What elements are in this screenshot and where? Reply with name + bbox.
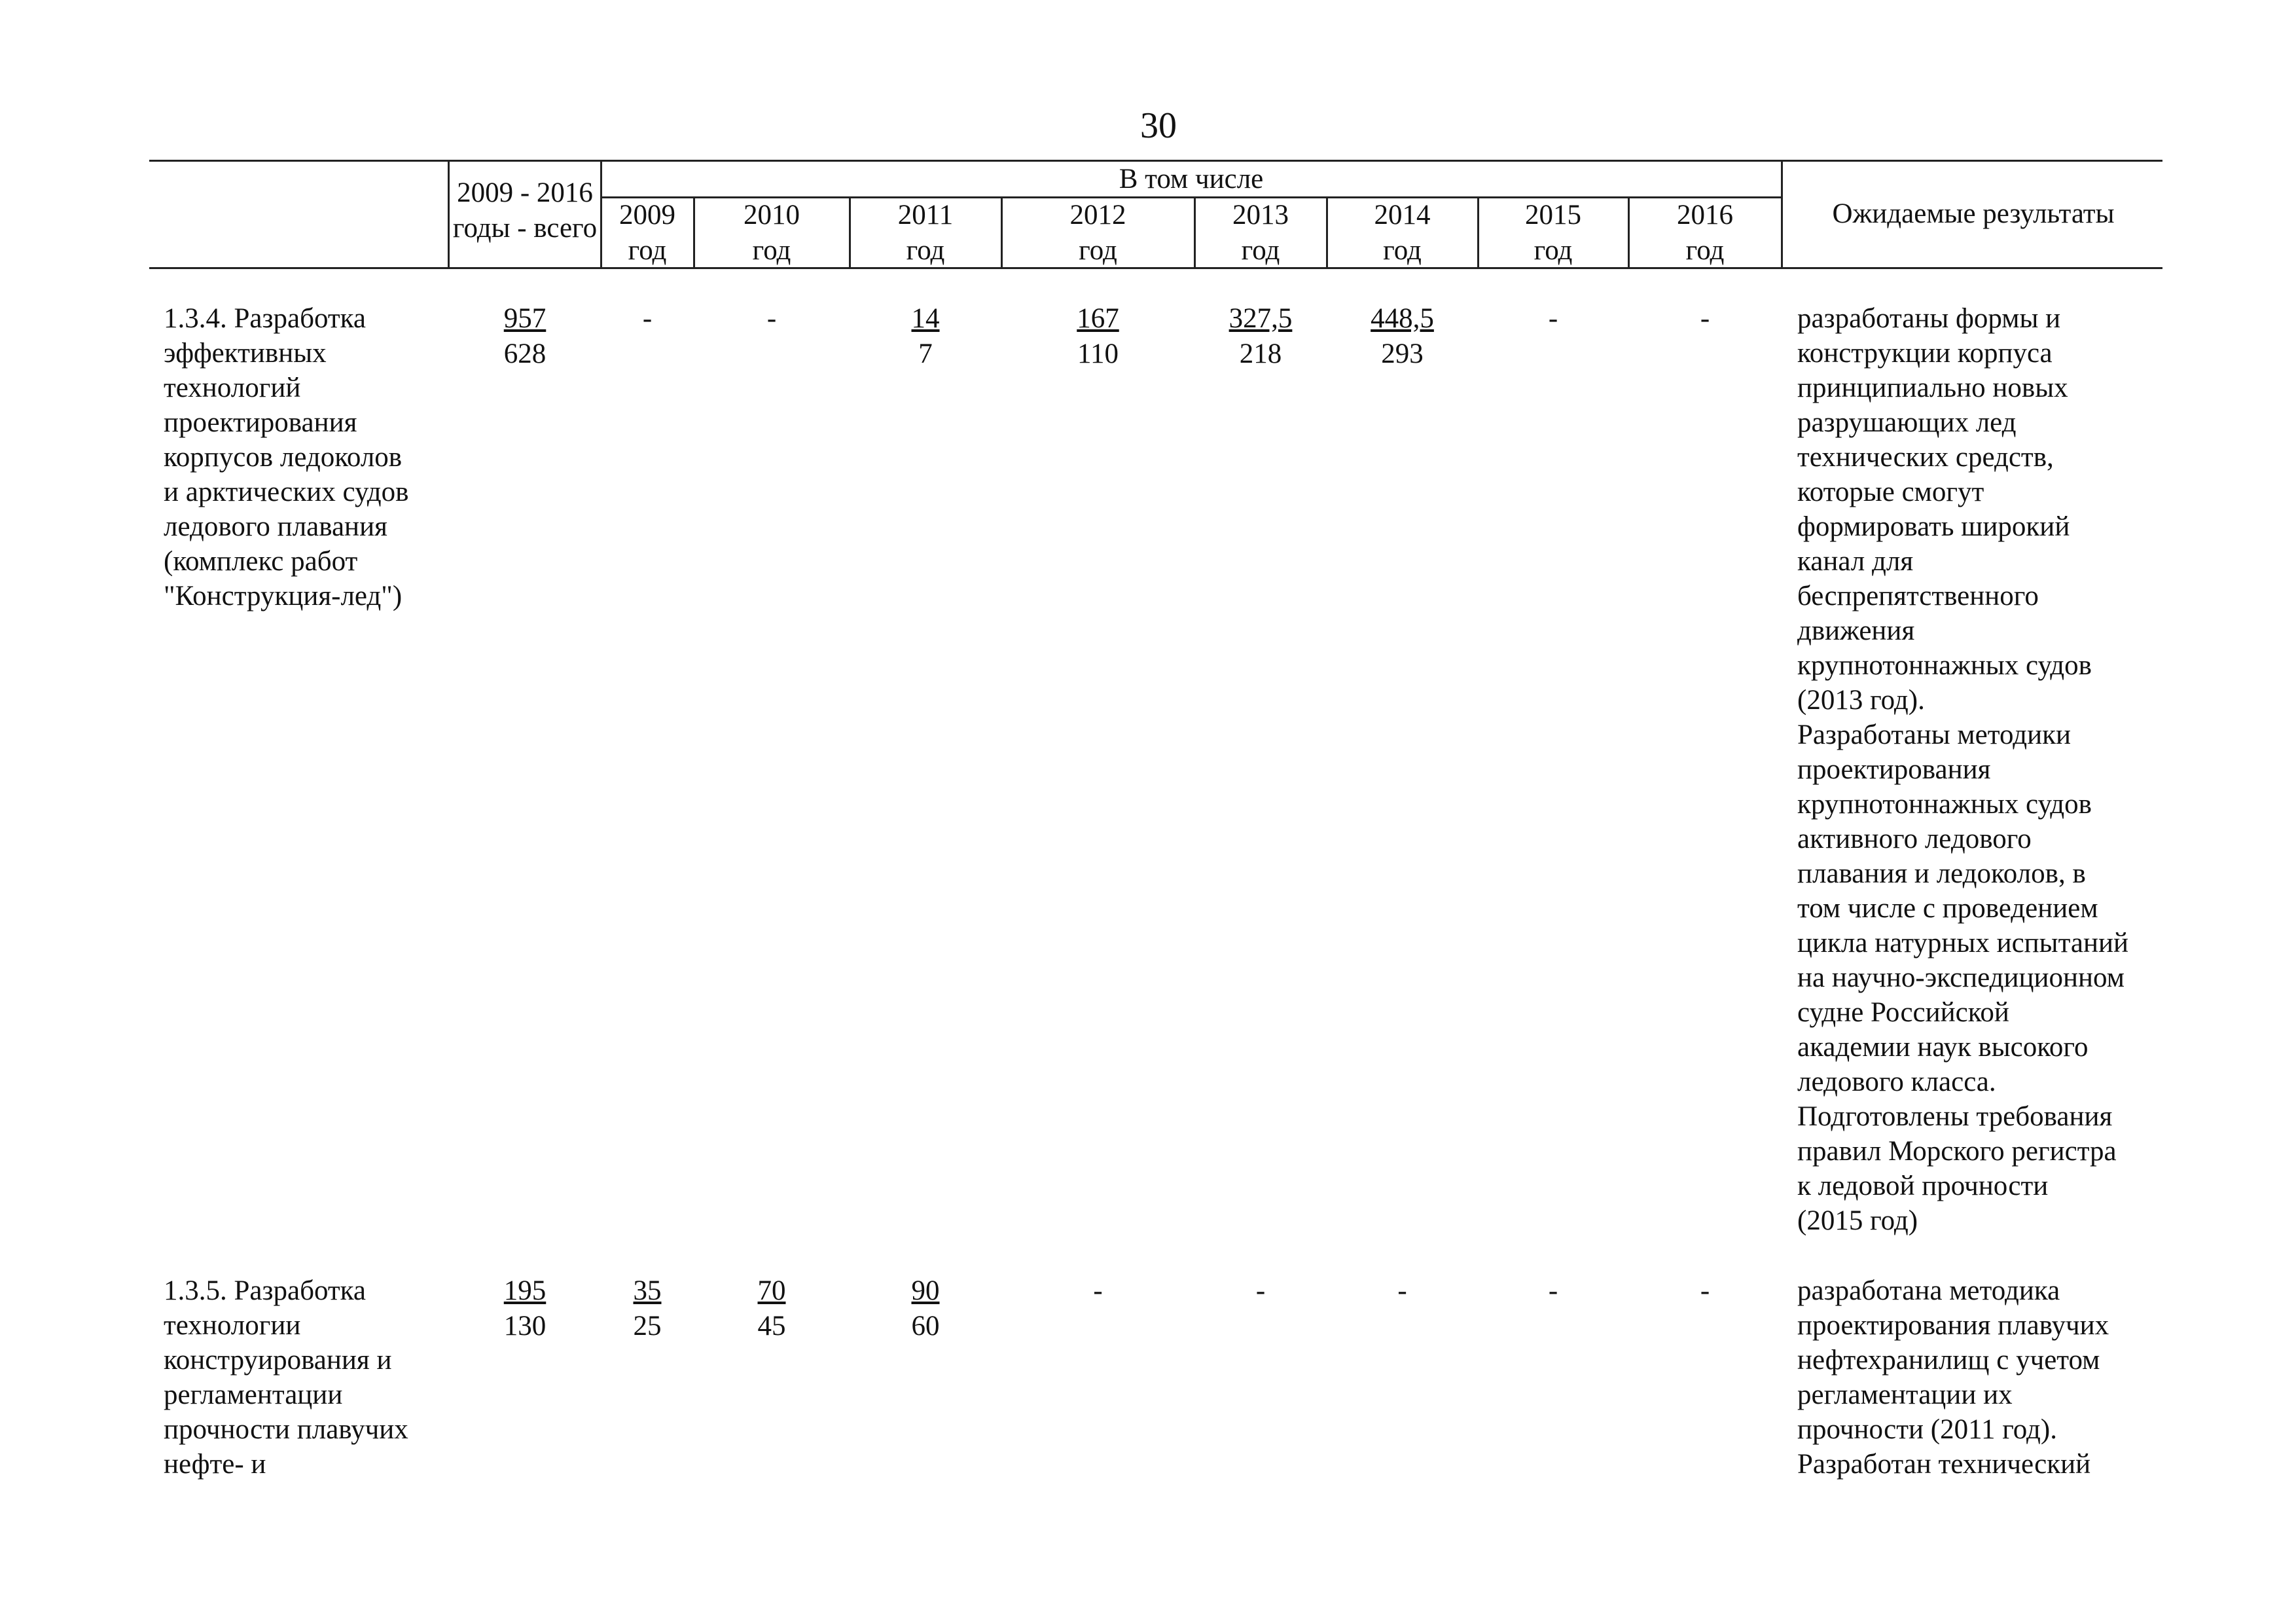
year-cell-2015: - (1548, 303, 1558, 334)
year-cell-2016: - (1700, 1275, 1710, 1306)
year-cell-2014: - (1397, 1275, 1407, 1306)
total-header-line2: годы - всего (452, 213, 598, 244)
year-cell-2009: - (642, 303, 653, 334)
row-name: 1.3.4. Разработка эффективных технологий проектирования корпусов ледоколов и арктических судов ледового плавания (комплекс работ "Конструкция-лед") (164, 303, 409, 611)
expected-results-text: разработана методика проектирования плавучих нефтехранилищ с учетом регламентации их прочности (2011 год). Разработан технический (1797, 1275, 2109, 1480)
total-header (450, 175, 600, 246)
year-header-2013: 2013 год (1232, 200, 1289, 266)
year-header-2012: 2012 год (1069, 200, 1126, 266)
row-name: 1.3.5. Разработка технологии конструирования и регламентации прочности плавучих нефте- и (164, 1275, 408, 1480)
in-total-header: В том числе (1119, 164, 1264, 194)
year-header-2015: 2015 год (1525, 200, 1581, 266)
expected-results-text: разработаны формы и конструкции корпуса принципиально новых разрушающих лед технических средств, которые смогут формировать широкий канал для беспрепятственного движения крупнотоннажных судов (2013 год). Разработаны методики проектирования крупнотоннажных судов активного ледового плавания и ледоколов, в том числе с проведением цикла натурных испытаний на научно-экспедиционном судне Российской академии наук высокого ледового класса. Подготовлены требования правил Морского регистра к ледовой прочности (2015 год) (1797, 303, 2129, 1236)
year-cell-2011: 90 60 (911, 1275, 940, 1341)
year-cell-2016: - (1700, 303, 1710, 334)
year-cell-2015: - (1548, 1275, 1558, 1306)
col-divider (1781, 160, 1783, 268)
year-cell-2010: 70 45 (757, 1275, 786, 1341)
total-cell: 195 130 (503, 1275, 547, 1341)
year-cell-2014: 448,5 293 (1371, 303, 1434, 369)
year-cell-2012: 167 110 (1077, 303, 1119, 369)
year-cell-2010: - (766, 303, 777, 334)
year-cell-2013: - (1255, 1275, 1266, 1306)
year-cell-2009: 35 25 (633, 1275, 662, 1341)
year-header-2011: 2011 год (897, 200, 954, 266)
year-cell-2013: 327,5 218 (1229, 303, 1293, 369)
year-header-2016: 2016 год (1677, 200, 1733, 266)
year-header-2009: 2009 год (619, 200, 675, 266)
total-cell: 957 628 (503, 303, 547, 369)
total-header-line1: 2009 - 2016 (457, 177, 593, 208)
col-divider (448, 160, 450, 268)
page-number: 30 (1140, 105, 1177, 146)
year-header-2010: 2010 год (744, 200, 800, 266)
results-header: Ожидаемые результаты (1832, 198, 2115, 229)
year-cell-2012: - (1093, 1275, 1103, 1306)
year-cell-2011: 14 7 (911, 303, 940, 369)
year-header-2014: 2014 год (1374, 200, 1431, 266)
